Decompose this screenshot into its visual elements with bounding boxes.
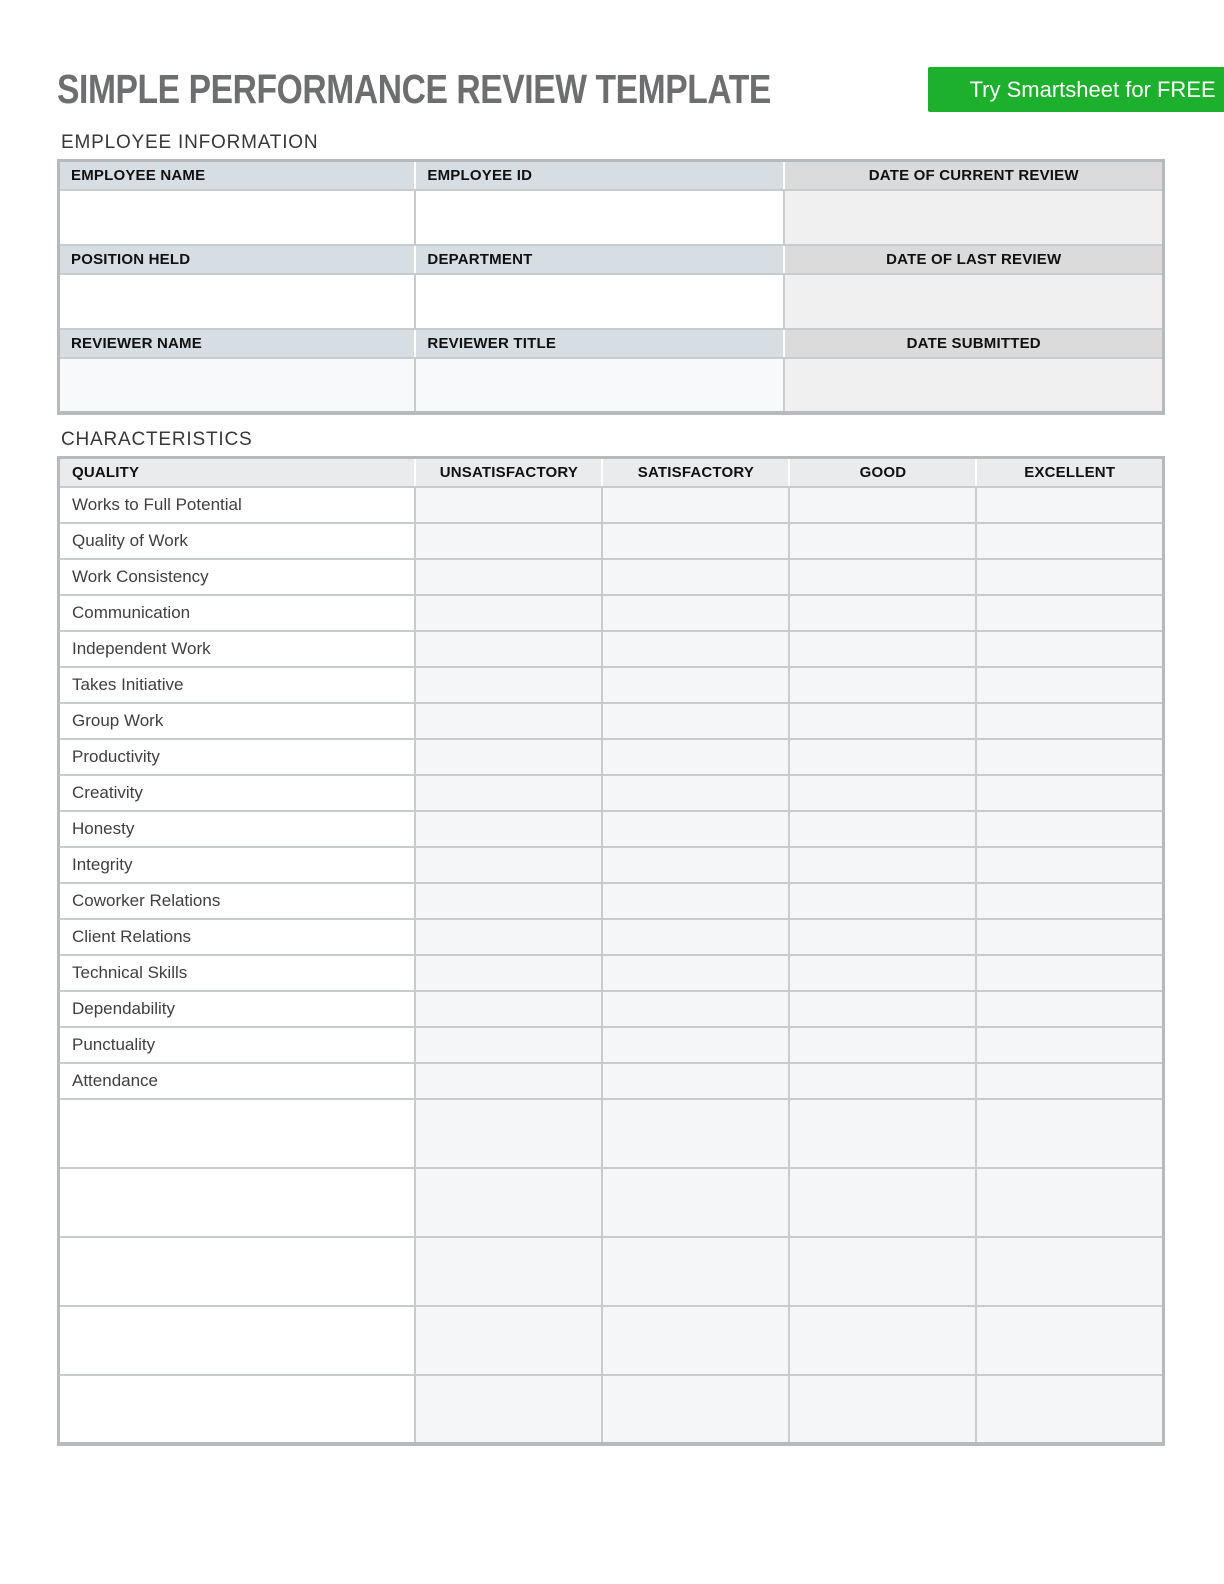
rating-cell-unsatisfactory[interactable] xyxy=(415,811,602,847)
rating-cell-unsatisfactory[interactable] xyxy=(415,1099,602,1168)
rating-cell-excellent[interactable] xyxy=(976,1168,1163,1237)
quality-row xyxy=(59,559,1164,595)
quality-row xyxy=(59,739,1164,775)
quality-label: Creativity xyxy=(59,775,416,811)
rating-cell-satisfactory[interactable] xyxy=(602,1306,789,1375)
rating-cell-good[interactable] xyxy=(789,955,976,991)
rating-cell-good[interactable] xyxy=(789,919,976,955)
topbar xyxy=(57,66,1216,113)
quality-label: Work Consistency xyxy=(59,559,416,595)
try-smartsheet-button[interactable]: Try Smartsheet for FREE xyxy=(928,67,1224,112)
characteristics-header-row xyxy=(59,458,1164,488)
quality-input-cell[interactable] xyxy=(59,1375,416,1444)
employee-info-value-row xyxy=(59,358,1164,413)
satisfactory-column-header: SATISFACTORY xyxy=(602,458,789,488)
rating-cell-excellent[interactable] xyxy=(976,631,1163,667)
quality-label: Independent Work xyxy=(59,631,416,667)
rating-cell-excellent[interactable] xyxy=(976,1099,1163,1168)
rating-cell-unsatisfactory[interactable] xyxy=(415,919,602,955)
quality-row xyxy=(59,1063,1164,1099)
rating-cell-unsatisfactory[interactable] xyxy=(415,1306,602,1375)
employee-id-label: EMPLOYEE ID xyxy=(415,161,784,191)
quality-label: Group Work xyxy=(59,703,416,739)
rating-cell-excellent[interactable] xyxy=(976,523,1163,559)
department-label: DEPARTMENT xyxy=(415,245,784,274)
rating-cell-excellent[interactable] xyxy=(976,1063,1163,1099)
rating-cell-unsatisfactory[interactable] xyxy=(415,1027,602,1063)
rating-cell-good[interactable] xyxy=(789,523,976,559)
quality-label: Quality of Work xyxy=(59,523,416,559)
rating-cell-satisfactory[interactable] xyxy=(602,1168,789,1237)
rating-cell-unsatisfactory[interactable] xyxy=(415,595,602,631)
quality-row xyxy=(59,667,1164,703)
quality-row xyxy=(59,811,1164,847)
quality-label: Attendance xyxy=(59,1063,416,1099)
rating-cell-good[interactable] xyxy=(789,703,976,739)
rating-cell-satisfactory[interactable] xyxy=(602,559,789,595)
rating-cell-satisfactory[interactable] xyxy=(602,595,789,631)
rating-cell-excellent[interactable] xyxy=(976,919,1163,955)
rating-cell-good[interactable] xyxy=(789,559,976,595)
rating-cell-unsatisfactory[interactable] xyxy=(415,631,602,667)
quality-label: Honesty xyxy=(59,811,416,847)
rating-cell-good[interactable] xyxy=(789,847,976,883)
rating-cell-good[interactable] xyxy=(789,883,976,919)
employee-info-value-row xyxy=(59,190,1164,245)
rating-cell-excellent[interactable] xyxy=(976,883,1163,919)
reviewer-name-input-cell[interactable] xyxy=(59,358,416,413)
rating-cell-satisfactory[interactable] xyxy=(602,919,789,955)
rating-cell-good[interactable] xyxy=(789,487,976,523)
quality-label: Works to Full Potential xyxy=(59,487,416,523)
empty-quality-row xyxy=(59,1168,1164,1237)
rating-cell-good[interactable] xyxy=(789,1063,976,1099)
position-held-label: POSITION HELD xyxy=(59,245,416,274)
employee-info-table xyxy=(57,159,1165,415)
unsatisfactory-column-header: UNSATISFACTORY xyxy=(415,458,602,488)
quality-input-cell[interactable] xyxy=(59,1306,416,1375)
empty-quality-row xyxy=(59,1237,1164,1306)
quality-label: Punctuality xyxy=(59,1027,416,1063)
quality-row xyxy=(59,1027,1164,1063)
quality-row xyxy=(59,487,1164,523)
quality-row xyxy=(59,523,1164,559)
rating-cell-excellent[interactable] xyxy=(976,559,1163,595)
rating-cell-good[interactable] xyxy=(789,631,976,667)
rating-cell-unsatisfactory[interactable] xyxy=(415,991,602,1027)
empty-quality-row xyxy=(59,1375,1164,1444)
rating-cell-unsatisfactory[interactable] xyxy=(415,775,602,811)
quality-row xyxy=(59,595,1164,631)
quality-column-header: QUALITY xyxy=(59,458,416,488)
document-page xyxy=(57,0,1216,1446)
employee-info-value-row xyxy=(59,274,1164,329)
date-of-last-review-input-cell[interactable] xyxy=(784,274,1163,329)
rating-cell-excellent[interactable] xyxy=(976,739,1163,775)
rating-cell-unsatisfactory[interactable] xyxy=(415,487,602,523)
rating-cell-satisfactory[interactable] xyxy=(602,775,789,811)
department-input-cell[interactable] xyxy=(415,274,784,329)
quality-row xyxy=(59,847,1164,883)
rating-cell-good[interactable] xyxy=(789,1027,976,1063)
employee-id-input-cell[interactable] xyxy=(415,190,784,245)
rating-cell-unsatisfactory[interactable] xyxy=(415,1375,602,1444)
rating-cell-satisfactory[interactable] xyxy=(602,883,789,919)
rating-cell-satisfactory[interactable] xyxy=(602,631,789,667)
rating-cell-excellent[interactable] xyxy=(976,775,1163,811)
rating-cell-unsatisfactory[interactable] xyxy=(415,667,602,703)
position-held-input-cell[interactable] xyxy=(59,274,416,329)
date-submitted-label: DATE SUBMITTED xyxy=(784,329,1163,358)
quality-label: Productivity xyxy=(59,739,416,775)
quality-label: Communication xyxy=(59,595,416,631)
rating-cell-excellent[interactable] xyxy=(976,703,1163,739)
quality-row xyxy=(59,955,1164,991)
employee-info-header-row xyxy=(59,161,1164,191)
quality-row xyxy=(59,919,1164,955)
rating-cell-satisfactory[interactable] xyxy=(602,667,789,703)
rating-cell-satisfactory[interactable] xyxy=(602,523,789,559)
rating-cell-excellent[interactable] xyxy=(976,991,1163,1027)
rating-cell-satisfactory[interactable] xyxy=(602,955,789,991)
rating-cell-satisfactory[interactable] xyxy=(602,811,789,847)
quality-label: Takes Initiative xyxy=(59,667,416,703)
rating-cell-unsatisfactory[interactable] xyxy=(415,1168,602,1237)
date-of-current-review-input-cell[interactable] xyxy=(784,190,1163,245)
rating-cell-good[interactable] xyxy=(789,1306,976,1375)
rating-cell-satisfactory[interactable] xyxy=(602,703,789,739)
rating-cell-excellent[interactable] xyxy=(976,595,1163,631)
page-title: SIMPLE PERFORMANCE REVIEW TEMPLATE xyxy=(57,66,771,112)
quality-label: Technical Skills xyxy=(59,955,416,991)
rating-cell-unsatisfactory[interactable] xyxy=(415,883,602,919)
rating-cell-excellent[interactable] xyxy=(976,811,1163,847)
empty-quality-row xyxy=(59,1306,1164,1375)
excellent-column-header: EXCELLENT xyxy=(976,458,1163,488)
rating-cell-excellent[interactable] xyxy=(976,1306,1163,1375)
quality-row xyxy=(59,883,1164,919)
rating-cell-good[interactable] xyxy=(789,667,976,703)
quality-row xyxy=(59,631,1164,667)
rating-cell-satisfactory[interactable] xyxy=(602,1375,789,1444)
rating-cell-excellent[interactable] xyxy=(976,667,1163,703)
rating-cell-satisfactory[interactable] xyxy=(602,487,789,523)
rating-cell-satisfactory[interactable] xyxy=(602,1099,789,1168)
date-of-current-review-label: DATE OF CURRENT REVIEW xyxy=(784,161,1163,191)
rating-cell-unsatisfactory[interactable] xyxy=(415,955,602,991)
rating-cell-satisfactory[interactable] xyxy=(602,991,789,1027)
quality-label: Coworker Relations xyxy=(59,883,416,919)
date-submitted-input-cell[interactable] xyxy=(784,358,1163,413)
rating-cell-excellent[interactable] xyxy=(976,1237,1163,1306)
quality-label: Client Relations xyxy=(59,919,416,955)
date-of-last-review-label: DATE OF LAST REVIEW xyxy=(784,245,1163,274)
rating-cell-good[interactable] xyxy=(789,1375,976,1444)
reviewer-name-label: REVIEWER NAME xyxy=(59,329,416,358)
rating-cell-good[interactable] xyxy=(789,1168,976,1237)
reviewer-title-input-cell[interactable] xyxy=(415,358,784,413)
rating-cell-satisfactory[interactable] xyxy=(602,1237,789,1306)
employee-name-input-cell[interactable] xyxy=(59,190,416,245)
rating-cell-unsatisfactory[interactable] xyxy=(415,847,602,883)
rating-cell-good[interactable] xyxy=(789,775,976,811)
rating-cell-excellent[interactable] xyxy=(976,955,1163,991)
quality-label: Integrity xyxy=(59,847,416,883)
rating-cell-good[interactable] xyxy=(789,739,976,775)
rating-cell-unsatisfactory[interactable] xyxy=(415,559,602,595)
rating-cell-satisfactory[interactable] xyxy=(602,1063,789,1099)
rating-cell-good[interactable] xyxy=(789,811,976,847)
rating-cell-excellent[interactable] xyxy=(976,487,1163,523)
employee-info-header-row xyxy=(59,329,1164,358)
quality-input-cell[interactable] xyxy=(59,1237,416,1306)
rating-cell-good[interactable] xyxy=(789,1237,976,1306)
quality-input-cell[interactable] xyxy=(59,1168,416,1237)
quality-row xyxy=(59,703,1164,739)
rating-cell-good[interactable] xyxy=(789,595,976,631)
rating-cell-satisfactory[interactable] xyxy=(602,739,789,775)
empty-quality-row xyxy=(59,1099,1164,1168)
rating-cell-unsatisfactory[interactable] xyxy=(415,1063,602,1099)
quality-input-cell[interactable] xyxy=(59,1099,416,1168)
rating-cell-unsatisfactory[interactable] xyxy=(415,739,602,775)
rating-cell-excellent[interactable] xyxy=(976,1027,1163,1063)
rating-cell-excellent[interactable] xyxy=(976,847,1163,883)
quality-row xyxy=(59,991,1164,1027)
rating-cell-satisfactory[interactable] xyxy=(602,1027,789,1063)
rating-cell-unsatisfactory[interactable] xyxy=(415,523,602,559)
rating-cell-good[interactable] xyxy=(789,991,976,1027)
employee-info-header-row xyxy=(59,245,1164,274)
employee-name-label: EMPLOYEE NAME xyxy=(59,161,416,191)
rating-cell-excellent[interactable] xyxy=(976,1375,1163,1444)
section-label-employee-information: EMPLOYEE INFORMATION xyxy=(61,132,319,153)
quality-label: Dependability xyxy=(59,991,416,1027)
quality-row xyxy=(59,775,1164,811)
characteristics-table xyxy=(57,456,1165,1446)
rating-cell-unsatisfactory[interactable] xyxy=(415,1237,602,1306)
rating-cell-good[interactable] xyxy=(789,1099,976,1168)
section-label-characteristics: CHARACTERISTICS xyxy=(61,429,253,450)
rating-cell-satisfactory[interactable] xyxy=(602,847,789,883)
reviewer-title-label: REVIEWER TITLE xyxy=(415,329,784,358)
good-column-header: GOOD xyxy=(789,458,976,488)
rating-cell-unsatisfactory[interactable] xyxy=(415,703,602,739)
